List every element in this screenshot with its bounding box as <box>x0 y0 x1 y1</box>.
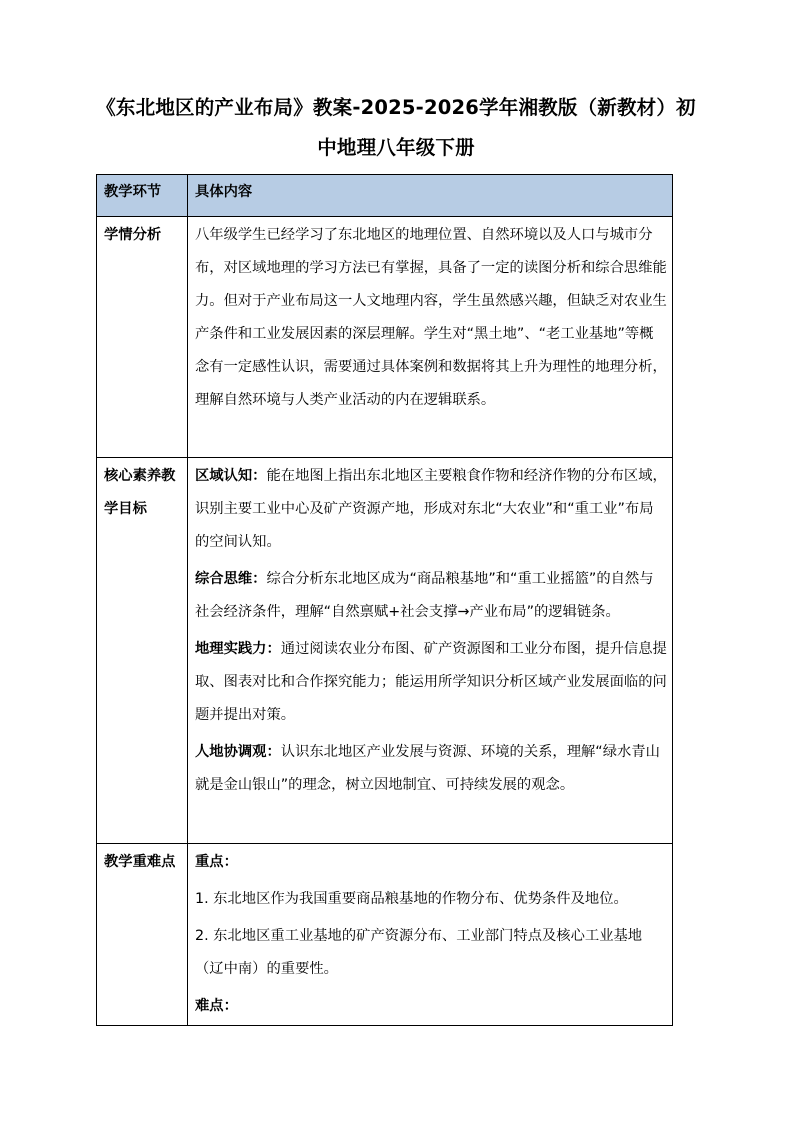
row-label: 核心素养教学目标 <box>97 458 188 844</box>
paragraph <box>195 736 667 802</box>
paragraph <box>195 633 667 732</box>
paragraph-text: 2. 东北地区重工业基地的矿产资源分布、工业部门特点及核心工业基地（辽中南）的重要性。 <box>195 928 643 977</box>
row-content <box>188 844 673 1026</box>
header-cell-stage: 教学环节 <box>97 175 188 217</box>
table-row-key-difficult-points <box>97 844 673 1026</box>
paragraph <box>195 990 667 1023</box>
header-cell-content: 具体内容 <box>188 175 673 217</box>
paragraph-lead: 难点： <box>195 998 238 1014</box>
row-content <box>188 217 673 458</box>
paragraph <box>195 460 667 559</box>
paragraph <box>195 920 667 986</box>
table-header-row <box>97 175 673 217</box>
paragraph <box>195 846 667 879</box>
row-label: 学情分析 <box>97 217 188 458</box>
paragraph-text: 八年级学生已经学习了东北地区的地理位置、自然环境以及人口与城市分布，对区域地理的学习方法已有掌握，具备了一定的读图分析和综合思维能力。但对于产业布局这一人文地理内容，学生虽然感兴趣，但缺乏对农业生产条件和工业发展因素的深层理解。学生对“黑土地”、“老工业基地”等概念有一定感性认识，需要通过具体案例和数据将其上升为理性的地理分析，理解自然环境与人类产业活动的内在逻辑联系。 <box>195 227 667 408</box>
paragraph-lead: 区域认知： <box>195 468 267 484</box>
paragraph-text: 能在地图上指出东北地区主要粮食作物和经济作物的分布区域，识别主要工业中心及矿产资源产地，形成对东北“大农业”和“重工业”布局的空间认知。 <box>195 468 667 550</box>
paragraph-lead: 地理实践力： <box>195 641 281 657</box>
paragraph-lead: 人地协调观： <box>195 744 281 760</box>
table-row-core-goals <box>97 458 673 844</box>
page-title: 《东北地区的产业布局》教案-2025-2026学年湘教版（新教材）初中地理八年级下册 <box>96 96 696 159</box>
paragraph-lead: 重点： <box>195 854 238 870</box>
paragraph <box>195 563 667 629</box>
paragraph-text: 综合分析东北地区成为“商品粮基地”和“重工业摇篮”的自然与社会经济条件，理解“自然禀赋+社会支撑→产业布局”的逻辑链条。 <box>195 571 654 620</box>
paragraph-text: 1. 东北地区作为我国重要商品粮基地的作物分布、优势条件及地位。 <box>195 891 628 907</box>
row-content <box>188 458 673 844</box>
table-row-learner-analysis <box>97 217 673 458</box>
paragraph-text: 通过阅读农业分布图、矿产资源图和工业分布图，提升信息提取、图表对比和合作探究能力；能运用所学知识分析区域产业发展面临的问题并提出对策。 <box>195 641 667 723</box>
paragraph <box>195 883 667 916</box>
paragraph <box>195 219 667 417</box>
paragraph-text: 认识东北地区产业发展与资源、环境的关系，理解“绿水青山就是金山银山”的理念，树立因地制宜、可持续发展的观念。 <box>195 744 660 793</box>
paragraph-lead: 综合思维： <box>195 571 267 587</box>
lesson-plan-table <box>96 174 673 1026</box>
row-label: 教学重难点 <box>97 844 188 1026</box>
